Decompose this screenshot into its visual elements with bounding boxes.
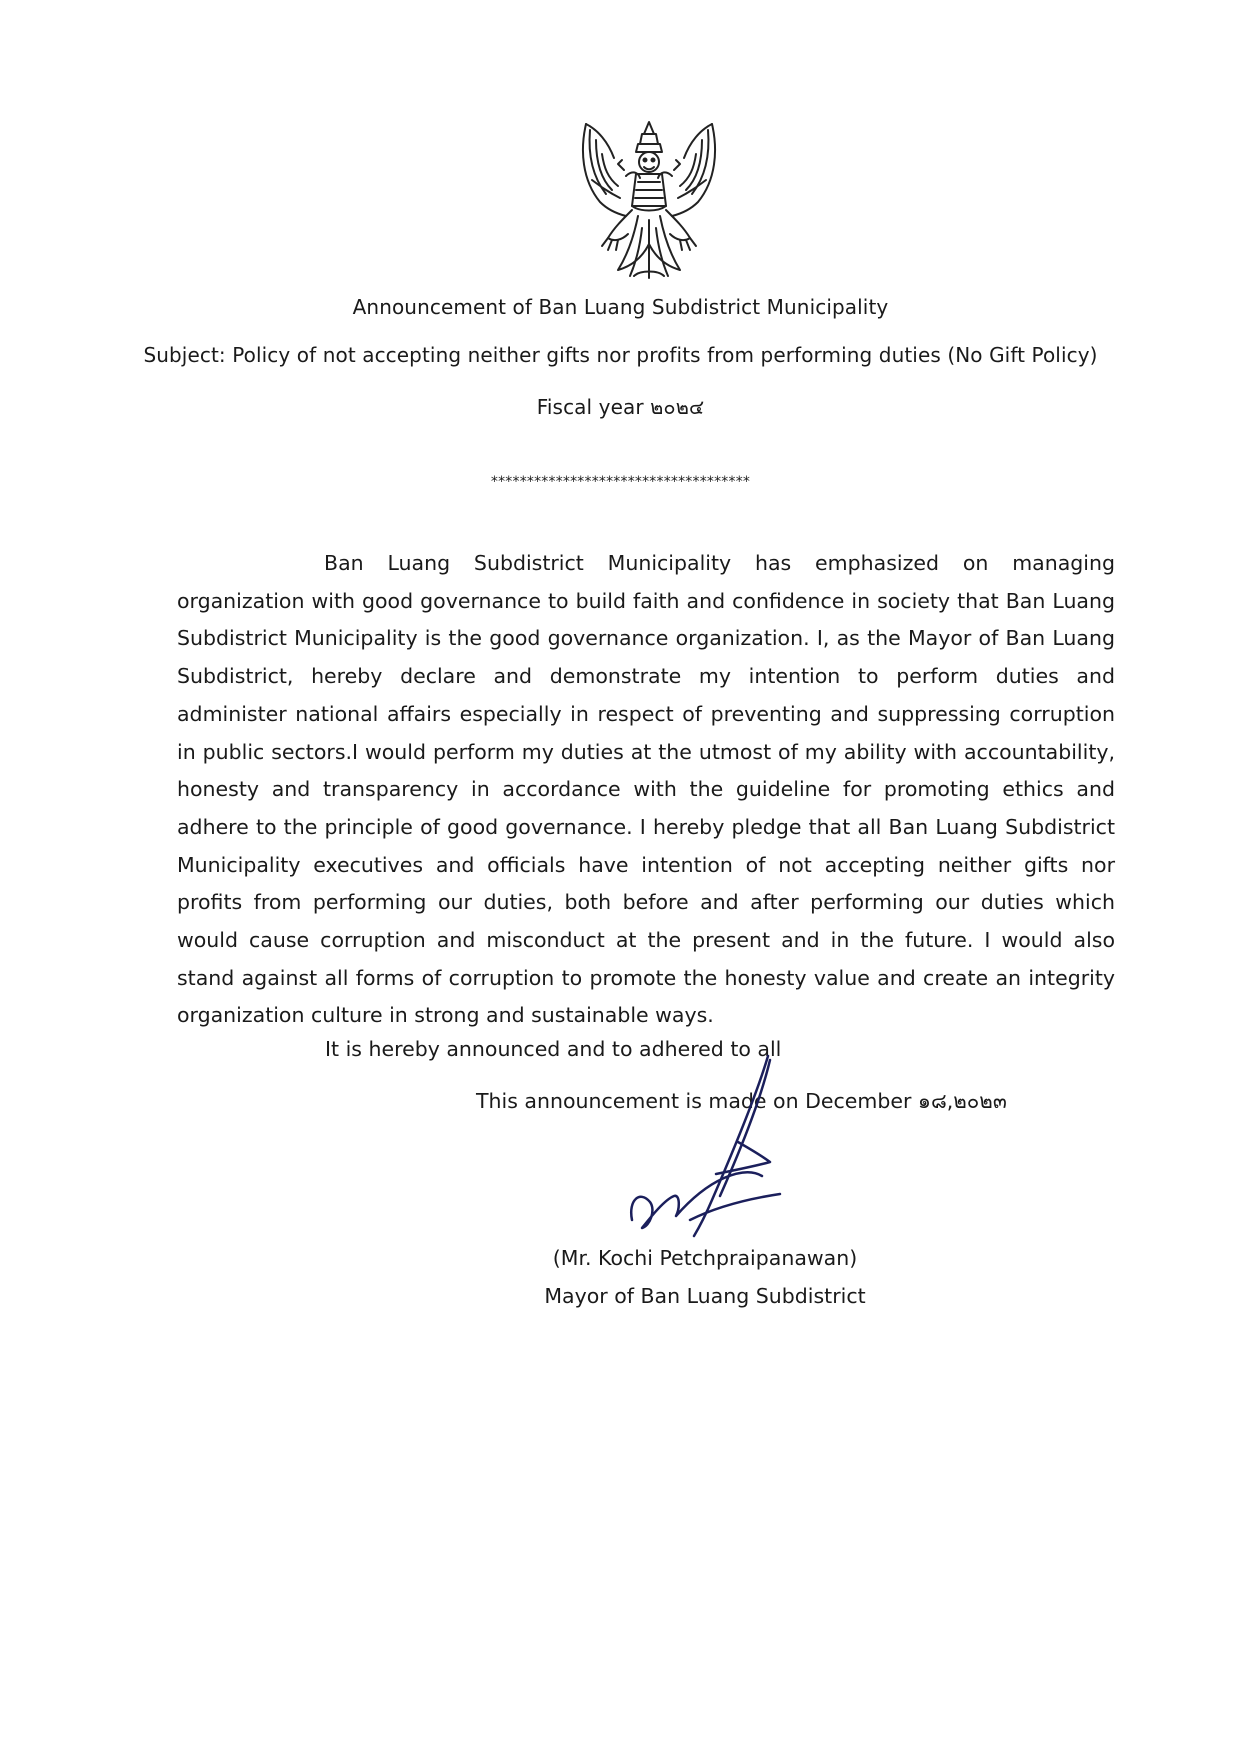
signer-title: Mayor of Ban Luang Subdistrict [544, 1284, 866, 1308]
closing-statement: It is hereby announced and to adhered to all [325, 1037, 782, 1061]
garuda-emblem-icon [578, 120, 720, 282]
asterisk-separator: ************************************ [490, 474, 751, 490]
announcement-date: This announcement is made on December ๑๘,๒๐๒๓ [476, 1089, 1007, 1113]
handwritten-signature [620, 1050, 800, 1250]
body-paragraph: Ban Luang Subdistrict Municipality has emphasized on managing organization with good governance to build faith and confidence in society that Ban Luang Subdistrict Municipality is the good governance organization. I, as the Mayor of Ban Luang Subdistrict, hereby declare and demonstrate my intention to perform duties and administer national affairs especially in respect of preventing and suppressing corruption in public sectors.I would perform my duties at the utmost of my ability with accountability, honesty and transparency in accordance with the guideline for promoting ethics and adhere to the principle of good governance. I hereby pledge that all Ban Luang Subdistrict Municipality executives and officials have intention of not accepting neither gifts nor profits from performing our duties, both before and after performing our duties which would cause corruption and misconduct at the present and in the future. I would also stand against all forms of corruption to promote the honesty value and create an integrity organization culture in strong and sustainable ways. [177, 551, 1115, 1028]
announcement-title: Announcement of Ban Luang Subdistrict Municipality [352, 295, 889, 319]
fiscal-year: Fiscal year ๒๐๒๔ [536, 395, 705, 419]
signer-name: (Mr. Kochi Petchpraipanawan) [552, 1246, 858, 1270]
announcement-subject: Subject: Policy of not accepting neither gifts nor profits from performing duties (No Gift Policy) [143, 343, 1098, 367]
